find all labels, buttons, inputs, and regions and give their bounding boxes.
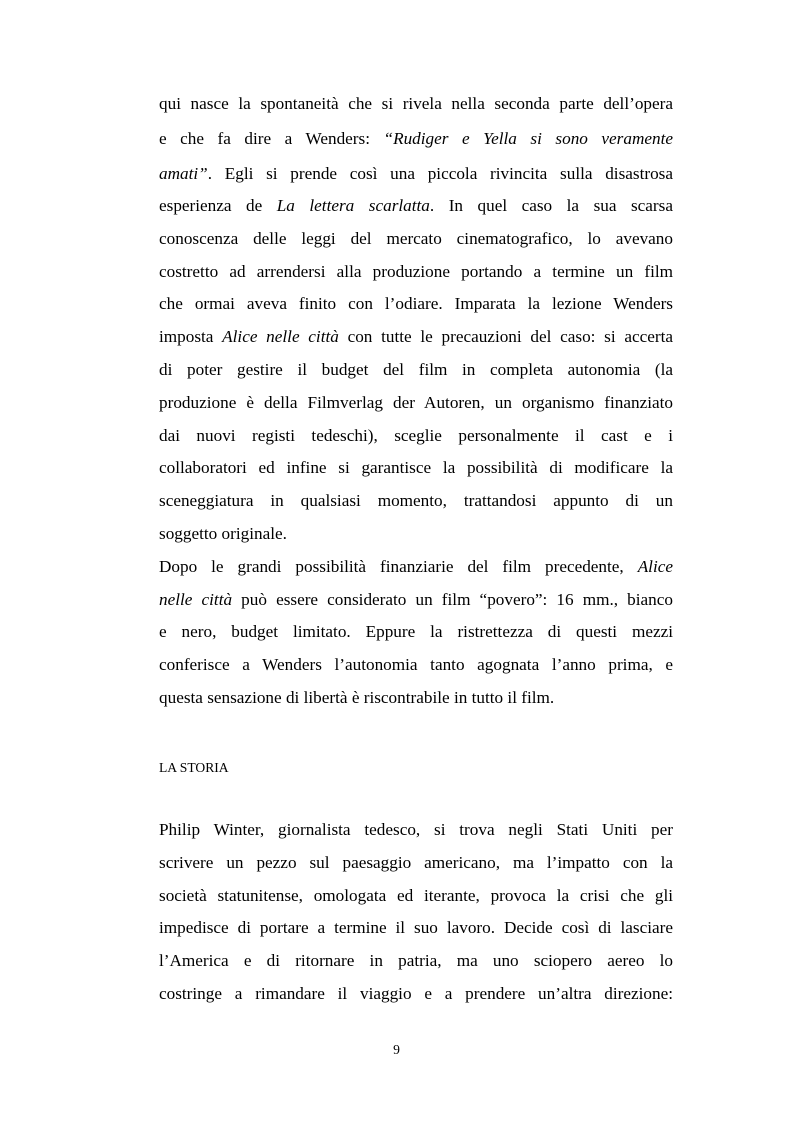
- paragraph-2-line-2: nelle città può essere considerato un film “povero”: 16 mm., bianco: [159, 590, 673, 609]
- paragraph-1-line-5: conoscenza delle leggi del mercato cinematografico, lo avevano: [159, 229, 673, 248]
- page-number: 9: [393, 1042, 400, 1057]
- paragraph-1-line-11: dai nuovi registi tedeschi), sceglie personalmente il cast e i: [159, 426, 673, 445]
- paragraph-3-line-5: l’America e di ritornare in patria, ma uno sciopero aereo lo: [159, 951, 673, 970]
- paragraph-1-line-1: qui nasce la spontaneità che si rivela nella seconda parte dell’opera: [159, 94, 673, 113]
- paragraph-2-line-1: Dopo le grandi possibilità finanziarie del film precedente, Alice: [159, 557, 673, 576]
- paragraph-1-line-4: esperienza de La lettera scarlatta. In quel caso la sua scarsa: [159, 196, 673, 215]
- paragraph-1-line-6: costretto ad arrendersi alla produzione portando a termine un film: [159, 262, 673, 281]
- paragraph-3-line-6: costringe a rimandare il viaggio e a prendere un’altra direzione:: [159, 984, 673, 1003]
- paragraph-3-line-4: impedisce di portare a termine il suo lavoro. Decide così di lasciare: [159, 918, 673, 937]
- paragraph-1-line-10: produzione è della Filmverlag der Autoren, un organismo finanziato: [159, 393, 673, 412]
- paragraph-1-line-9: di poter gestire il budget del film in completa autonomia (la: [159, 360, 673, 379]
- section-heading: LA STORIA: [159, 760, 229, 775]
- paragraph-1-line-3: amati”. Egli si prende così una piccola rivincita sulla disastrosa: [159, 164, 673, 183]
- paragraph-1-line-7: che ormai aveva finito con l’odiare. Imparata la lezione Wenders: [159, 294, 673, 313]
- paragraph-1-line-12: collaboratori ed infine si garantisce la possibilità di modificare la: [159, 458, 673, 477]
- paragraph-1-line-13: sceneggiatura in qualsiasi momento, trattandosi appunto di un: [159, 491, 673, 510]
- paragraph-3-line-1: Philip Winter, giornalista tedesco, si trova negli Stati Uniti per: [159, 820, 673, 839]
- paragraph-3-line-2: scrivere un pezzo sul paesaggio americano, ma l’impatto con la: [159, 853, 673, 872]
- paragraph-3-line-3: società statunitense, omologata ed iterante, provoca la crisi che gli: [159, 886, 673, 905]
- paragraph-1-line-2: e che fa dire a Wenders: “Rudiger e Yella si sono veramente: [159, 129, 673, 148]
- paragraph-1-line-8: imposta Alice nelle città con tutte le precauzioni del caso: si accerta: [159, 327, 673, 346]
- paragraph-2-line-5: questa sensazione di libertà è riscontrabile in tutto il film.: [159, 688, 555, 707]
- paragraph-1-line-14: soggetto originale.: [159, 524, 287, 543]
- paragraph-2-line-3: e nero, budget limitato. Eppure la ristrettezza di questi mezzi: [159, 622, 673, 641]
- paragraph-2-line-4: conferisce a Wenders l’autonomia tanto agognata l’anno prima, e: [159, 655, 673, 674]
